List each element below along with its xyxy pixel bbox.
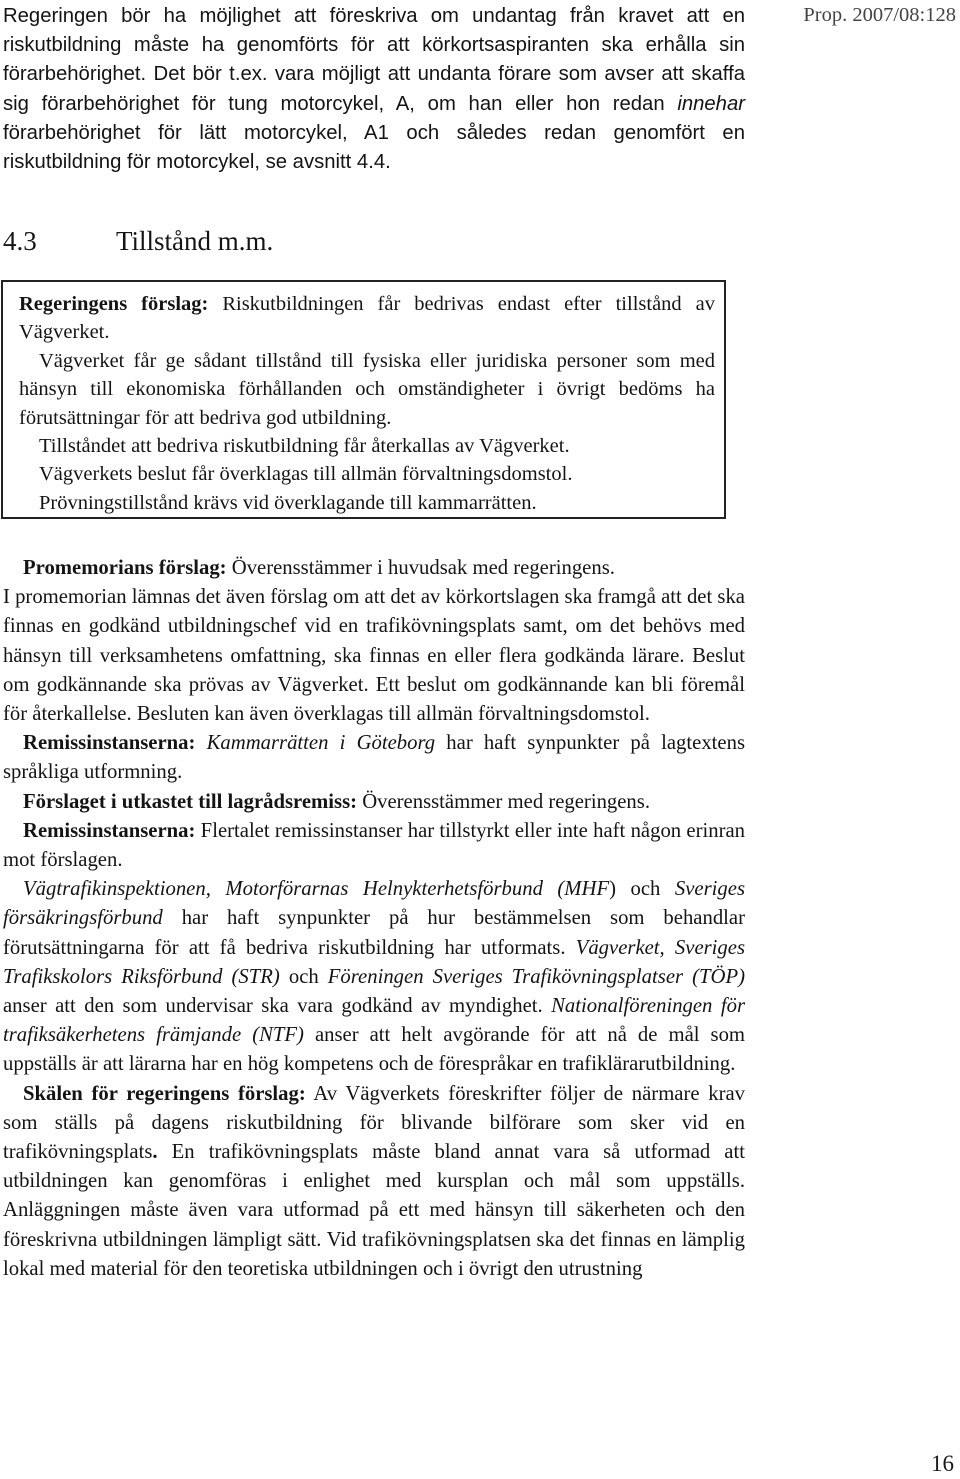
text-fragment: och xyxy=(279,965,328,988)
reasons-label: Skälen för regeringens förslag: xyxy=(23,1082,306,1105)
reasons-paragraph xyxy=(3,1080,745,1284)
organisation-names: Vägtrafikinspektionen, Motorförarnas Helnykterhetsförbund (MHF xyxy=(23,878,610,901)
reasons-text-end: En trafikövningsplats måste bland annat vara så utformad att utbildningen kan genomföras i enlighet med kursplan och mål som uppställs. Anläggningen måste även vara utformad på ett med hänsyn till säkerheten och den föreskrivna utbildningen lämpligt sätt. Vid trafikövningsplatsen ska det finnas en lämplig lokal med material för den teoretiska utbildningen och i övrigt den utrustning xyxy=(3,1141,745,1280)
organisation-names: Vägverket, Sveriges Trafikskolors Riksförbund (STR) xyxy=(3,936,745,988)
organisation-names: Sveriges försäkringsförbund xyxy=(3,878,745,930)
section-number: 4.3 xyxy=(3,226,37,256)
proposal-text: Riskutbildningen får bedrivas endast efter tillstånd av Vägverket. xyxy=(19,293,715,344)
organisation-names: Föreningen Sveriges Trafikövningsplatser (TÖP) xyxy=(327,965,745,988)
promemoria-paragraph xyxy=(3,554,745,583)
remiss-paragraph-2 xyxy=(3,817,745,875)
body-text xyxy=(3,554,745,1284)
promemoria-details: I promemorian lämnas det även förslag om att det av körkortslagen ska framgå att det ska finnas en godkänd utbildningschef vid en trafikövningsplats samt, om det behövs med hänsyn till verksamhetens omfattning, ska finnas en eller flera godkända lärare. Beslut om godkännande ska prövas av Vägverket. Ett beslut om godkännande kan bli föremål för återkallelse. Besluten kan även överklagas till allmän förvaltningsdomstol. xyxy=(3,586,745,726)
remiss-details xyxy=(3,875,745,1079)
intro-text: Regeringen bör ha möjlighet att föreskriva om undantag från kravet att en riskutbildning måste ha genomförts för att körkortsaspiranten ska erhålla sin förarbehörighet. Det bör t.ex. vara möjligt att undanta förare som avser att skaffa sig förarbehörighet för tung motorcykel, A, om han eller hon redan xyxy=(3,5,745,115)
section-title: Tillstånd m.m. xyxy=(116,226,274,256)
remiss-emphasis: Kammarrätten i Göteborg xyxy=(206,732,436,755)
remiss-label: Remissinstanserna: xyxy=(23,732,196,755)
promemoria-label: Promemorians förslag: xyxy=(23,557,227,579)
lagradsremiss-paragraph xyxy=(3,788,745,817)
proposal-paragraph: Prövningstillstånd krävs vid överklagande till kammarrätten. xyxy=(39,491,537,514)
government-proposal-box xyxy=(1,280,726,519)
section-heading xyxy=(3,226,273,257)
intro-text-end: förarbehörighet för lätt motorcykel, A1 och således redan genomfört en riskutbildning för motorcykel, se avsnitt 4.4. xyxy=(3,121,745,174)
reasons-period: . xyxy=(152,1141,158,1164)
proposal-label: Regeringens förslag: xyxy=(19,293,209,315)
proposal-paragraph: Vägverkets beslut får överklagas till allmän förvaltningsdomstol. xyxy=(39,463,573,486)
remiss-text-2: Flertalet remissinstanser har tillstyrkt eller inte haft någon erinran mot förslagen. xyxy=(3,819,745,872)
text-fragment: anser att helt avgörande för att nå de mål som uppställs är att lärarna har en hög kompetens och de förespråkar en trafiklärarutbildning. xyxy=(3,1024,746,1076)
text-fragment: ) och xyxy=(609,878,675,901)
text-fragment: har haft synpunkter på hur bestämmelsen som behandlar förutsättningarna för att få bedriva riskutbildning har utformats. xyxy=(3,907,745,959)
lagradsremiss-label: Förslaget i utkastet till lagrådsremiss: xyxy=(23,790,358,813)
remiss-label-2: Remissinstanserna: xyxy=(23,819,196,842)
lagradsremiss-text: Överensstämmer med regeringens. xyxy=(357,790,650,813)
remiss-paragraph xyxy=(3,729,745,787)
proposition-reference: Prop. 2007/08:128 xyxy=(803,4,956,26)
reasons-text: Av Vägverkets föreskrifter följer de närmare krav som ställs på dagens riskutbildning för blivande bilförare som sker vid en trafikövningsplats xyxy=(3,1082,745,1164)
organisation-names: Nationalföreningen för trafiksäkerhetens främjande (NTF) xyxy=(3,995,745,1047)
promemoria-text: Överensstämmer i huvudsak med regeringens. xyxy=(226,557,615,579)
remiss-text: har haft synpunkter på lagtextens språkliga utformning. xyxy=(3,732,745,784)
intro-emphasis: innehar xyxy=(677,92,745,115)
proposal-paragraph: Tillståndet att bedriva riskutbildning får återkallas av Vägverket. xyxy=(39,435,570,458)
text-fragment: anser att den som undervisar ska vara godkänd av myndighet. xyxy=(3,995,552,1018)
intro-paragraph xyxy=(3,2,745,177)
proposal-paragraph: Vägverket får ge sådant tillstånd till fysiska eller juridiska personer som med hänsyn till ekonomiska förhållanden och omständigheter i övrigt bedöms ha förutsättningar för att bedriva god utbildning. xyxy=(19,349,715,429)
proposal-lead xyxy=(19,290,715,347)
page-number: 16 xyxy=(931,1451,954,1476)
